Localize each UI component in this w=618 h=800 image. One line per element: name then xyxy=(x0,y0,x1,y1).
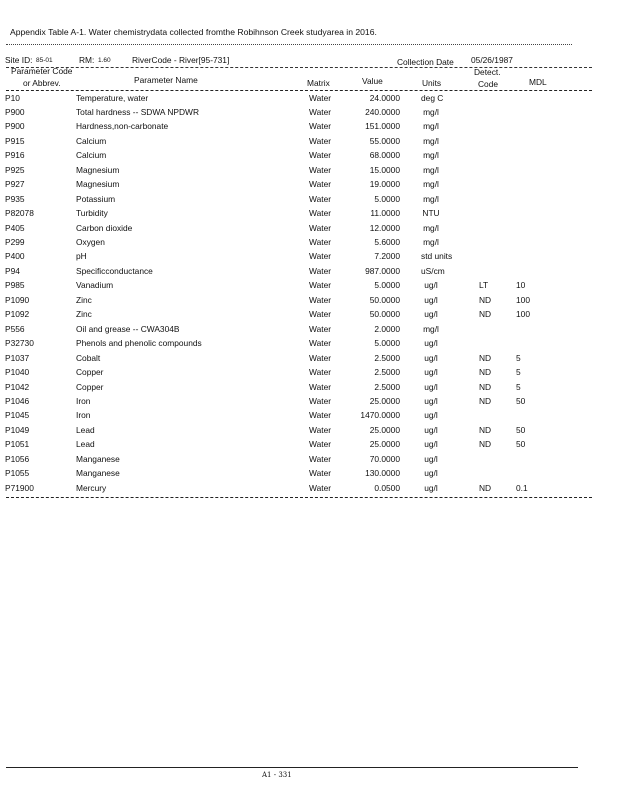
param-code-cell: P1051 xyxy=(5,439,30,450)
matrix-cell: Water xyxy=(309,237,332,247)
param-name-cell: Magnesium xyxy=(76,179,120,190)
units-cell: ug/l xyxy=(424,410,438,421)
units-cell: mg/l xyxy=(423,150,439,161)
rm-value: 1.60 xyxy=(98,57,111,64)
value-cell: 2.5000 xyxy=(374,381,400,392)
collection-date-label: Collection Date xyxy=(397,57,454,67)
value-cell: 25.0000 xyxy=(369,424,400,435)
col-matrix: Matrix xyxy=(307,78,330,88)
col-param-name: Parameter Name xyxy=(134,75,198,85)
param-code-cell: P32730 xyxy=(5,338,34,349)
value-cell: 24.0000 xyxy=(369,92,400,103)
param-code-cell: P1090 xyxy=(5,294,30,305)
col-detect: Detect. xyxy=(474,67,501,77)
units-cell: deg C xyxy=(421,92,444,103)
table-row xyxy=(0,194,618,208)
matrix-cell: Water xyxy=(309,424,332,435)
value-cell: 68.0000 xyxy=(369,150,400,161)
param-code-cell: P916 xyxy=(5,150,25,161)
table-row xyxy=(0,93,618,107)
table-row xyxy=(0,107,618,121)
units-cell: mg/l xyxy=(423,121,439,132)
value-cell: 0.0500 xyxy=(374,482,400,493)
units-cell: ug/l xyxy=(424,280,438,291)
units-cell: ug/l xyxy=(424,381,438,392)
table-row xyxy=(0,309,618,323)
param-name-cell: Calcium xyxy=(76,150,107,161)
table-row xyxy=(0,223,618,237)
param-name-cell: Zinc xyxy=(76,309,92,320)
param-code-cell: P400 xyxy=(5,251,25,262)
value-cell: 151.0000 xyxy=(365,121,400,132)
mdl-cell: 5 xyxy=(516,352,521,363)
value-cell: 5.0000 xyxy=(374,338,400,349)
table-row xyxy=(0,338,618,352)
param-code-cell: P94 xyxy=(5,265,20,276)
mdl-cell: 5 xyxy=(516,367,521,378)
value-cell: 12.0000 xyxy=(369,222,400,233)
units-cell: mg/l xyxy=(423,106,439,117)
param-code-cell: P1055 xyxy=(5,468,30,479)
param-code-cell: P1042 xyxy=(5,381,30,392)
param-code-cell: P1049 xyxy=(5,424,30,435)
river-code: RiverCode - River[95-731] xyxy=(132,55,230,65)
param-name-cell: Phenols and phenolic compounds xyxy=(76,338,202,349)
table-row xyxy=(0,468,618,482)
param-code-cell: P82078 xyxy=(5,208,34,219)
col-value: Value xyxy=(362,76,383,86)
param-code-cell: P1092 xyxy=(5,309,30,320)
matrix-cell: Water xyxy=(309,482,332,493)
param-code-cell: P935 xyxy=(5,193,25,204)
table-row xyxy=(0,165,618,179)
param-code-cell: P1045 xyxy=(5,410,30,421)
units-cell: mg/l xyxy=(423,323,439,334)
units-cell: NTU xyxy=(422,208,440,219)
table-row xyxy=(0,324,618,338)
table-row xyxy=(0,237,618,251)
matrix-cell: Water xyxy=(309,251,332,262)
matrix-cell: Water xyxy=(309,338,332,349)
mdl-cell: 100 xyxy=(516,294,530,305)
table-row xyxy=(0,208,618,222)
header-bottom-rule xyxy=(6,90,592,91)
units-cell: ug/l xyxy=(424,439,438,450)
value-cell: 7.2000 xyxy=(374,251,400,262)
table-row xyxy=(0,266,618,280)
col-param-abbrev: or Abbrev. xyxy=(23,78,61,88)
param-code-cell: P900 xyxy=(5,106,25,117)
units-cell: ug/l xyxy=(424,309,438,320)
table-row xyxy=(0,136,618,150)
matrix-cell: Water xyxy=(309,92,332,103)
value-cell: 70.0000 xyxy=(369,453,400,464)
units-cell: mg/l xyxy=(423,193,439,204)
value-cell: 987.0000 xyxy=(365,265,400,276)
value-cell: 130.0000 xyxy=(365,468,400,479)
value-cell: 5.6000 xyxy=(374,237,400,247)
param-code-cell: P1056 xyxy=(5,453,30,464)
param-code-cell: P556 xyxy=(5,323,25,334)
matrix-cell: Water xyxy=(309,164,332,175)
col-detect-code: Code xyxy=(478,79,499,89)
mdl-cell: 50 xyxy=(516,395,526,406)
value-cell: 2.0000 xyxy=(374,323,400,334)
matrix-cell: Water xyxy=(309,208,332,219)
table-row xyxy=(0,439,618,453)
table-row xyxy=(0,382,618,396)
mdl-cell: 50 xyxy=(516,424,526,435)
matrix-cell: Water xyxy=(309,352,332,363)
table-row xyxy=(0,280,618,294)
page-number: A1 - 331 xyxy=(262,771,292,779)
table-row xyxy=(0,410,618,424)
table-row xyxy=(0,150,618,164)
table-row xyxy=(0,396,618,410)
units-cell: ug/l xyxy=(424,482,438,493)
matrix-cell: Water xyxy=(309,323,332,334)
param-name-cell: Temperature, water xyxy=(76,92,149,103)
value-cell: 2.5000 xyxy=(374,352,400,363)
matrix-cell: Water xyxy=(309,439,332,450)
param-code-cell: P1040 xyxy=(5,367,30,378)
matrix-cell: Water xyxy=(309,395,332,406)
matrix-cell: Water xyxy=(309,367,332,378)
detect-code-cell: ND xyxy=(479,367,492,378)
units-cell: std units xyxy=(421,251,453,262)
units-cell: ug/l xyxy=(424,294,438,305)
param-code-cell: P900 xyxy=(5,121,25,132)
param-name-cell: pH xyxy=(76,251,87,262)
param-name-cell: Iron xyxy=(76,410,91,421)
param-name-cell: Copper xyxy=(76,381,104,392)
matrix-cell: Water xyxy=(309,222,332,233)
table-row xyxy=(0,251,618,265)
detect-code-cell: ND xyxy=(479,352,492,363)
units-cell: mg/l xyxy=(423,179,439,190)
units-cell: ug/l xyxy=(424,367,438,378)
col-units: Units xyxy=(422,78,442,88)
value-cell: 25.0000 xyxy=(369,395,400,406)
param-name-cell: Hardness,non-carbonate xyxy=(76,121,169,132)
matrix-cell: Water xyxy=(309,468,332,479)
param-code-cell: P10 xyxy=(5,92,20,103)
value-cell: 5.0000 xyxy=(374,280,400,291)
param-code-cell: P925 xyxy=(5,164,25,175)
col-param-code: Parameter Code xyxy=(11,66,73,76)
param-code-cell: P927 xyxy=(5,179,25,190)
matrix-cell: Water xyxy=(309,150,332,161)
matrix-cell: Water xyxy=(309,265,332,276)
matrix-cell: Water xyxy=(309,453,332,464)
matrix-cell: Water xyxy=(309,135,332,146)
units-cell: ug/l xyxy=(424,338,438,349)
site-id-value: 85-01 xyxy=(36,57,53,64)
table-row xyxy=(0,295,618,309)
value-cell: 19.0000 xyxy=(369,179,400,190)
param-name-cell: Iron xyxy=(76,395,91,406)
footer-rule xyxy=(6,767,578,768)
value-cell: 1470.0000 xyxy=(360,410,400,421)
matrix-cell: Water xyxy=(309,381,332,392)
matrix-cell: Water xyxy=(309,410,332,421)
value-cell: 55.0000 xyxy=(369,135,400,146)
collection-date-value: 05/26/1987 xyxy=(471,55,513,65)
table-row xyxy=(0,121,618,135)
site-id-label: Site ID: xyxy=(5,55,33,65)
mdl-cell: 100 xyxy=(516,309,530,320)
header-top-rule xyxy=(6,67,592,68)
rm-label: RM: xyxy=(79,55,95,65)
param-code-cell: P985 xyxy=(5,280,25,291)
mdl-cell: 10 xyxy=(516,280,526,291)
table-row xyxy=(0,353,618,367)
param-name-cell: Carbon dioxide xyxy=(76,222,133,233)
table-row xyxy=(0,425,618,439)
detect-code-cell: ND xyxy=(479,381,492,392)
units-cell: uS/cm xyxy=(421,265,445,276)
table-row xyxy=(0,367,618,381)
units-cell: ug/l xyxy=(424,352,438,363)
units-cell: ug/l xyxy=(424,453,438,464)
matrix-cell: Water xyxy=(309,179,332,190)
param-name-cell: Mercury xyxy=(76,482,107,493)
units-cell: ug/l xyxy=(424,468,438,479)
table-bottom-rule xyxy=(6,497,592,498)
mdl-cell: 0.1 xyxy=(516,482,528,493)
param-name-cell: Oil and grease -- CWA304B xyxy=(76,323,180,334)
title-divider xyxy=(6,44,572,45)
param-name-cell: Cobalt xyxy=(76,352,101,363)
value-cell: 25.0000 xyxy=(369,439,400,450)
param-name-cell: Magnesium xyxy=(76,164,120,175)
param-code-cell: P1037 xyxy=(5,352,30,363)
units-cell: mg/l xyxy=(423,135,439,146)
param-name-cell: Manganese xyxy=(76,453,120,464)
units-cell: mg/l xyxy=(423,164,439,175)
matrix-cell: Water xyxy=(309,193,332,204)
matrix-cell: Water xyxy=(309,121,332,132)
table-row xyxy=(0,483,618,497)
units-cell: mg/l xyxy=(423,237,439,247)
detect-code-cell: ND xyxy=(479,309,492,320)
value-cell: 50.0000 xyxy=(369,309,400,320)
param-name-cell: Oxygen xyxy=(76,237,105,247)
detect-code-cell: LT xyxy=(479,280,489,291)
table-title: Appendix Table A-1. Water chemistrydata collected fromthe Robihnson Creek studyarea in 2016. xyxy=(10,27,377,37)
param-code-cell: P71900 xyxy=(5,482,34,493)
detect-code-cell: ND xyxy=(479,395,492,406)
param-name-cell: Copper xyxy=(76,367,104,378)
param-code-cell: P405 xyxy=(5,222,25,233)
matrix-cell: Water xyxy=(309,309,332,320)
detect-code-cell: ND xyxy=(479,424,492,435)
units-cell: mg/l xyxy=(423,222,439,233)
param-name-cell: Specificconductance xyxy=(76,265,153,276)
value-cell: 5.0000 xyxy=(374,193,400,204)
value-cell: 2.5000 xyxy=(374,367,400,378)
matrix-cell: Water xyxy=(309,106,332,117)
value-cell: 240.0000 xyxy=(365,106,400,117)
param-name-cell: Total hardness -- SDWA NPDWR xyxy=(76,106,200,117)
value-cell: 50.0000 xyxy=(369,294,400,305)
value-cell: 11.0000 xyxy=(370,208,400,219)
detect-code-cell: ND xyxy=(479,294,492,305)
table-row xyxy=(0,179,618,193)
param-code-cell: P915 xyxy=(5,135,25,146)
param-name-cell: Lead xyxy=(76,439,95,450)
param-code-cell: P299 xyxy=(5,237,25,247)
param-name-cell: Manganese xyxy=(76,468,120,479)
matrix-cell: Water xyxy=(309,294,332,305)
col-mdl: MDL xyxy=(529,77,547,87)
param-name-cell: Vanadium xyxy=(76,280,114,291)
units-cell: ug/l xyxy=(424,395,438,406)
detect-code-cell: ND xyxy=(479,439,492,450)
param-name-cell: Lead xyxy=(76,424,95,435)
param-name-cell: Zinc xyxy=(76,294,92,305)
detect-code-cell: ND xyxy=(479,482,492,493)
mdl-cell: 50 xyxy=(516,439,526,450)
matrix-cell: Water xyxy=(309,280,332,291)
param-name-cell: Calcium xyxy=(76,135,107,146)
param-code-cell: P1046 xyxy=(5,395,30,406)
param-name-cell: Turbidity xyxy=(76,208,108,219)
units-cell: ug/l xyxy=(424,424,438,435)
param-name-cell: Potassium xyxy=(76,193,116,204)
table-row xyxy=(0,454,618,468)
mdl-cell: 5 xyxy=(516,381,521,392)
value-cell: 15.0000 xyxy=(369,164,400,175)
